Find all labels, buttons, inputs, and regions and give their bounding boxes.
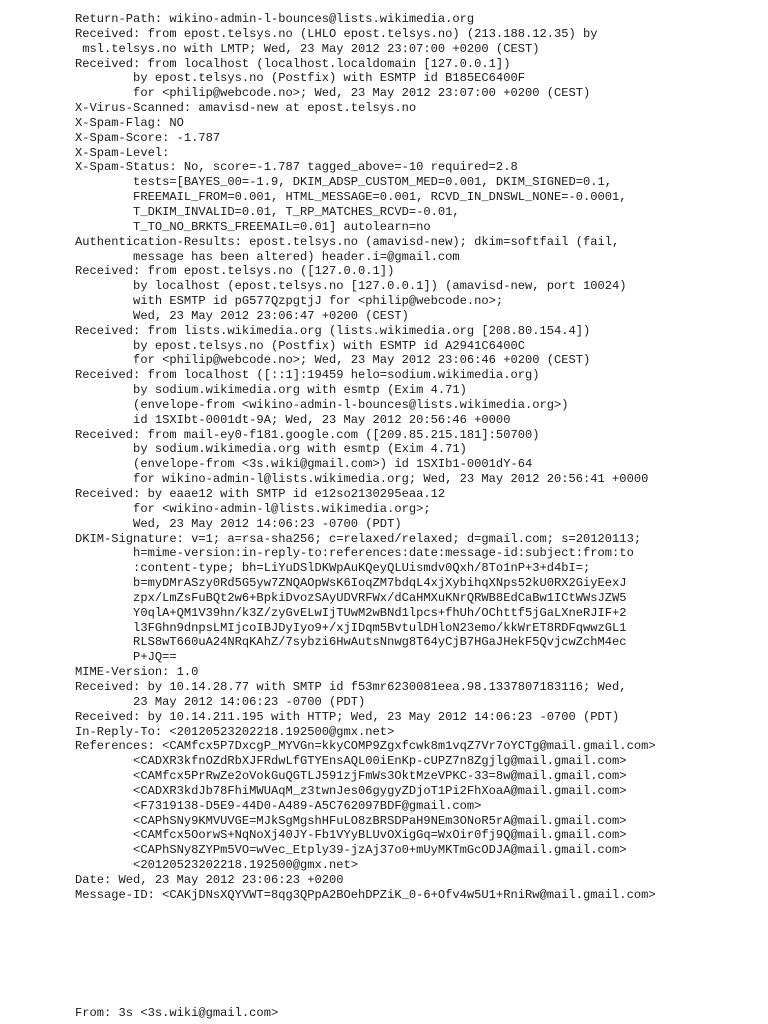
- header-line: h=mime-version:in-reply-to:references:date:message-id:subject:from:to: [75, 546, 634, 561]
- header-line: Received: from lists.wikimedia.org (lists.wikimedia.org [208.80.154.4]): [75, 323, 591, 338]
- header-line: Received: by eaae12 with SMTP id e12so2130295eaa.12: [75, 487, 446, 501]
- header-line: X-Spam-Level:: [75, 145, 170, 160]
- header-line: by sodium.wikimedia.org with esmtp (Exim 4.71): [75, 442, 467, 457]
- header-line: MIME-Version: 1.0: [75, 665, 199, 680]
- header-line: <CAMfcx5OorwS+NqNoXj40JY-Fb1VYyBLUvOXigGq=WxOir0fj9Q@mail.gmail.com>: [75, 828, 627, 843]
- header-line: In-Reply-To: <20120523202218.192500@gmx.net>: [75, 724, 395, 739]
- header-line: :content-type; bh=LiYuDSlDKWpAuKQeyQLUismdv0Qxh/8To1nP+3+d4bI=;: [75, 561, 591, 576]
- header-line: by epost.telsys.no (Postfix) with ESMTP id B185EC6400F: [75, 71, 525, 86]
- header-line: with ESMTP id pG577QzpgtjJ for <philip@webcode.no>;: [75, 294, 504, 309]
- header-line: Wed, 23 May 2012 23:06:47 +0200 (CEST): [75, 308, 409, 323]
- from-header-line: From: 3s <3s.wiki@gmail.com>: [75, 1006, 279, 1020]
- header-line: X-Spam-Flag: NO: [75, 115, 184, 130]
- header-line: Received: from localhost ([::1]:19459 helo=sodium.wikimedia.org): [75, 368, 540, 383]
- header-line: Received: by 10.14.211.195 with HTTP; Wed, 23 May 2012 14:06:23 -0700 (PDT): [75, 709, 620, 724]
- header-line: Received: by 10.14.28.77 with SMTP id f53mr6230081eea.98.1337807183116; Wed,: [75, 679, 627, 694]
- header-line: Message-ID: <CAKjDNsXQYVWT=8qg3QPpA2BOehDPZiK_0-6+Ofv4w5U1+RniRw@mail.gmail.com>: [75, 887, 656, 902]
- header-line: <F7319138-D5E9-44D0-A489-A5C762097BDF@gmail.com>: [75, 798, 482, 813]
- header-line: <CAMfcx5PrRwZe2oVokGuQGTLJ591zjFmWs3OktMzeVPKC-33=8w@mail.gmail.com>: [75, 769, 627, 784]
- header-line: (envelope-from <wikino-admin-l-bounces@lists.wikimedia.org>): [75, 397, 569, 412]
- header-line: Received: from epost.telsys.no (LHLO epost.telsys.no) (213.188.12.35) by: [75, 26, 598, 41]
- header-line: References: <CAMfcx5P7DxcgP_MYVGn=kkyCOMP9Zgxfcwk8m1vqZ7Vr7oYCTg@mail.gmail.com>: [75, 739, 656, 754]
- header-line: for wikino-admin-l@lists.wikimedia.org; Wed, 23 May 2012 20:56:41 +0000: [75, 472, 649, 487]
- header-line: <CAPhSNy9KMVUVGE=MJkSgMgshHFuLO8zBRSDPaH9NEm3ONoR5rA@mail.gmail.com>: [75, 813, 627, 828]
- header-line: T_DKIM_INVALID=0.01, T_RP_MATCHES_RCVD=-0.01,: [75, 204, 460, 219]
- header-line: X-Virus-Scanned: amavisd-new at epost.telsys.no: [75, 101, 417, 116]
- header-line: Authentication-Results: epost.telsys.no (amavisd-new); dkim=softfail (fail,: [75, 234, 620, 249]
- email-headers-block: [75, 12, 656, 903]
- header-line: Received: from localhost (localhost.localdomain [127.0.0.1]): [75, 56, 511, 71]
- header-line: for <wikino-admin-l@lists.wikimedia.org>;: [75, 501, 431, 516]
- header-line: Return-Path: wikino-admin-l-bounces@lists.wikimedia.org: [75, 12, 475, 26]
- header-line: FREEMAIL_FROM=0.001, HTML_MESSAGE=0.001, RCVD_IN_DNSWL_NONE=-0.0001,: [75, 190, 627, 205]
- header-line: Wed, 23 May 2012 14:06:23 -0700 (PDT): [75, 516, 402, 531]
- header-line: RLS8wT660uA24NRqKAhZ/7sybzi6HwAutsNnwg8T64yCjB7HGaJHekF5QvjcwZchM4ec: [75, 635, 627, 650]
- header-line: <CADXR3kdJb78FhiMWUAqM_z3twnJes06gygyZDjoT1Pi2FhXoaA@mail.gmail.com>: [75, 783, 627, 798]
- header-line: DKIM-Signature: v=1; a=rsa-sha256; c=relaxed/relaxed; d=gmail.com; s=20120113;: [75, 531, 642, 546]
- header-line: X-Spam-Score: -1.787: [75, 130, 221, 145]
- header-line: <CADXR3kfnOZdRbXJFRdwLfGTYEnsAQL00iEnKp-cUPZ7n8Zgjlg@mail.gmail.com>: [75, 754, 627, 769]
- header-line: T_TO_NO_BRKTS_FREEMAIL=0.01] autolearn=no: [75, 219, 431, 234]
- header-line: zpx/LmZsFuBQt2w6+BpkiDvozSAyUDVRFWx/dCaHMXuKNrQRWB8EdCaBw1ICtWWsJZW5: [75, 590, 627, 605]
- header-line: by epost.telsys.no (Postfix) with ESMTP id A2941C6400C: [75, 338, 525, 353]
- header-line: Received: from epost.telsys.no ([127.0.0.1]): [75, 264, 395, 279]
- header-line: Date: Wed, 23 May 2012 23:06:23 +0200: [75, 872, 344, 887]
- header-line: for <philip@webcode.no>; Wed, 23 May 2012 23:07:00 +0200 (CEST): [75, 86, 591, 101]
- header-line: Received: from mail-ey0-f181.google.com ([209.85.215.181]:50700): [75, 427, 540, 442]
- header-line: (envelope-from <3s.wiki@gmail.com>) id 1SXIb1-0001dY-64: [75, 457, 533, 472]
- header-line: b=myDMrASzy0Rd5G5yw7ZNQAOpWsK6IoqZM7bdqL4xjXybihqXNps52kU0RX2GiyEexJ: [75, 576, 627, 591]
- header-line: by sodium.wikimedia.org with esmtp (Exim 4.71): [75, 383, 467, 398]
- header-line: for <philip@webcode.no>; Wed, 23 May 2012 23:06:46 +0200 (CEST): [75, 353, 591, 368]
- header-line: P+JQ==: [75, 650, 177, 665]
- header-line: id 1SXIbt-0001dt-9A; Wed, 23 May 2012 20:56:46 +0000: [75, 412, 511, 427]
- header-line: message has been altered) header.i=@gmail.com: [75, 249, 460, 264]
- header-line: by localhost (epost.telsys.no [127.0.0.1]) (amavisd-new, port 10024): [75, 279, 627, 294]
- header-line: l3FGhn9dnpsLMIjcoIBJDyIyo9+/xjIDqm5BvtulDHloN23emo/kkWrET8RDFqwwzGL1: [75, 620, 627, 635]
- header-line: <20120523202218.192500@gmx.net>: [75, 858, 359, 873]
- header-line: 23 May 2012 14:06:23 -0700 (PDT): [75, 694, 366, 709]
- header-line: X-Spam-Status: No, score=-1.787 tagged_above=-10 required=2.8: [75, 160, 518, 175]
- header-line: tests=[BAYES_00=-1.9, DKIM_ADSP_CUSTOM_MED=0.001, DKIM_SIGNED=0.1,: [75, 175, 613, 190]
- header-line: msl.telsys.no with LMTP; Wed, 23 May 2012 23:07:00 +0200 (CEST): [75, 41, 540, 56]
- header-line: <CAPhSNy8ZYPm5VO=wVec_Etply39-jzAj37o0+mUyMKTmGcODJA@mail.gmail.com>: [75, 843, 627, 858]
- header-line: Y0qlA+QM1V39hn/k3Z/zyGvELwIjTUwM2wBNd1lpcs+fhUh/OChttf5jGaLXneRJIF+2: [75, 605, 627, 620]
